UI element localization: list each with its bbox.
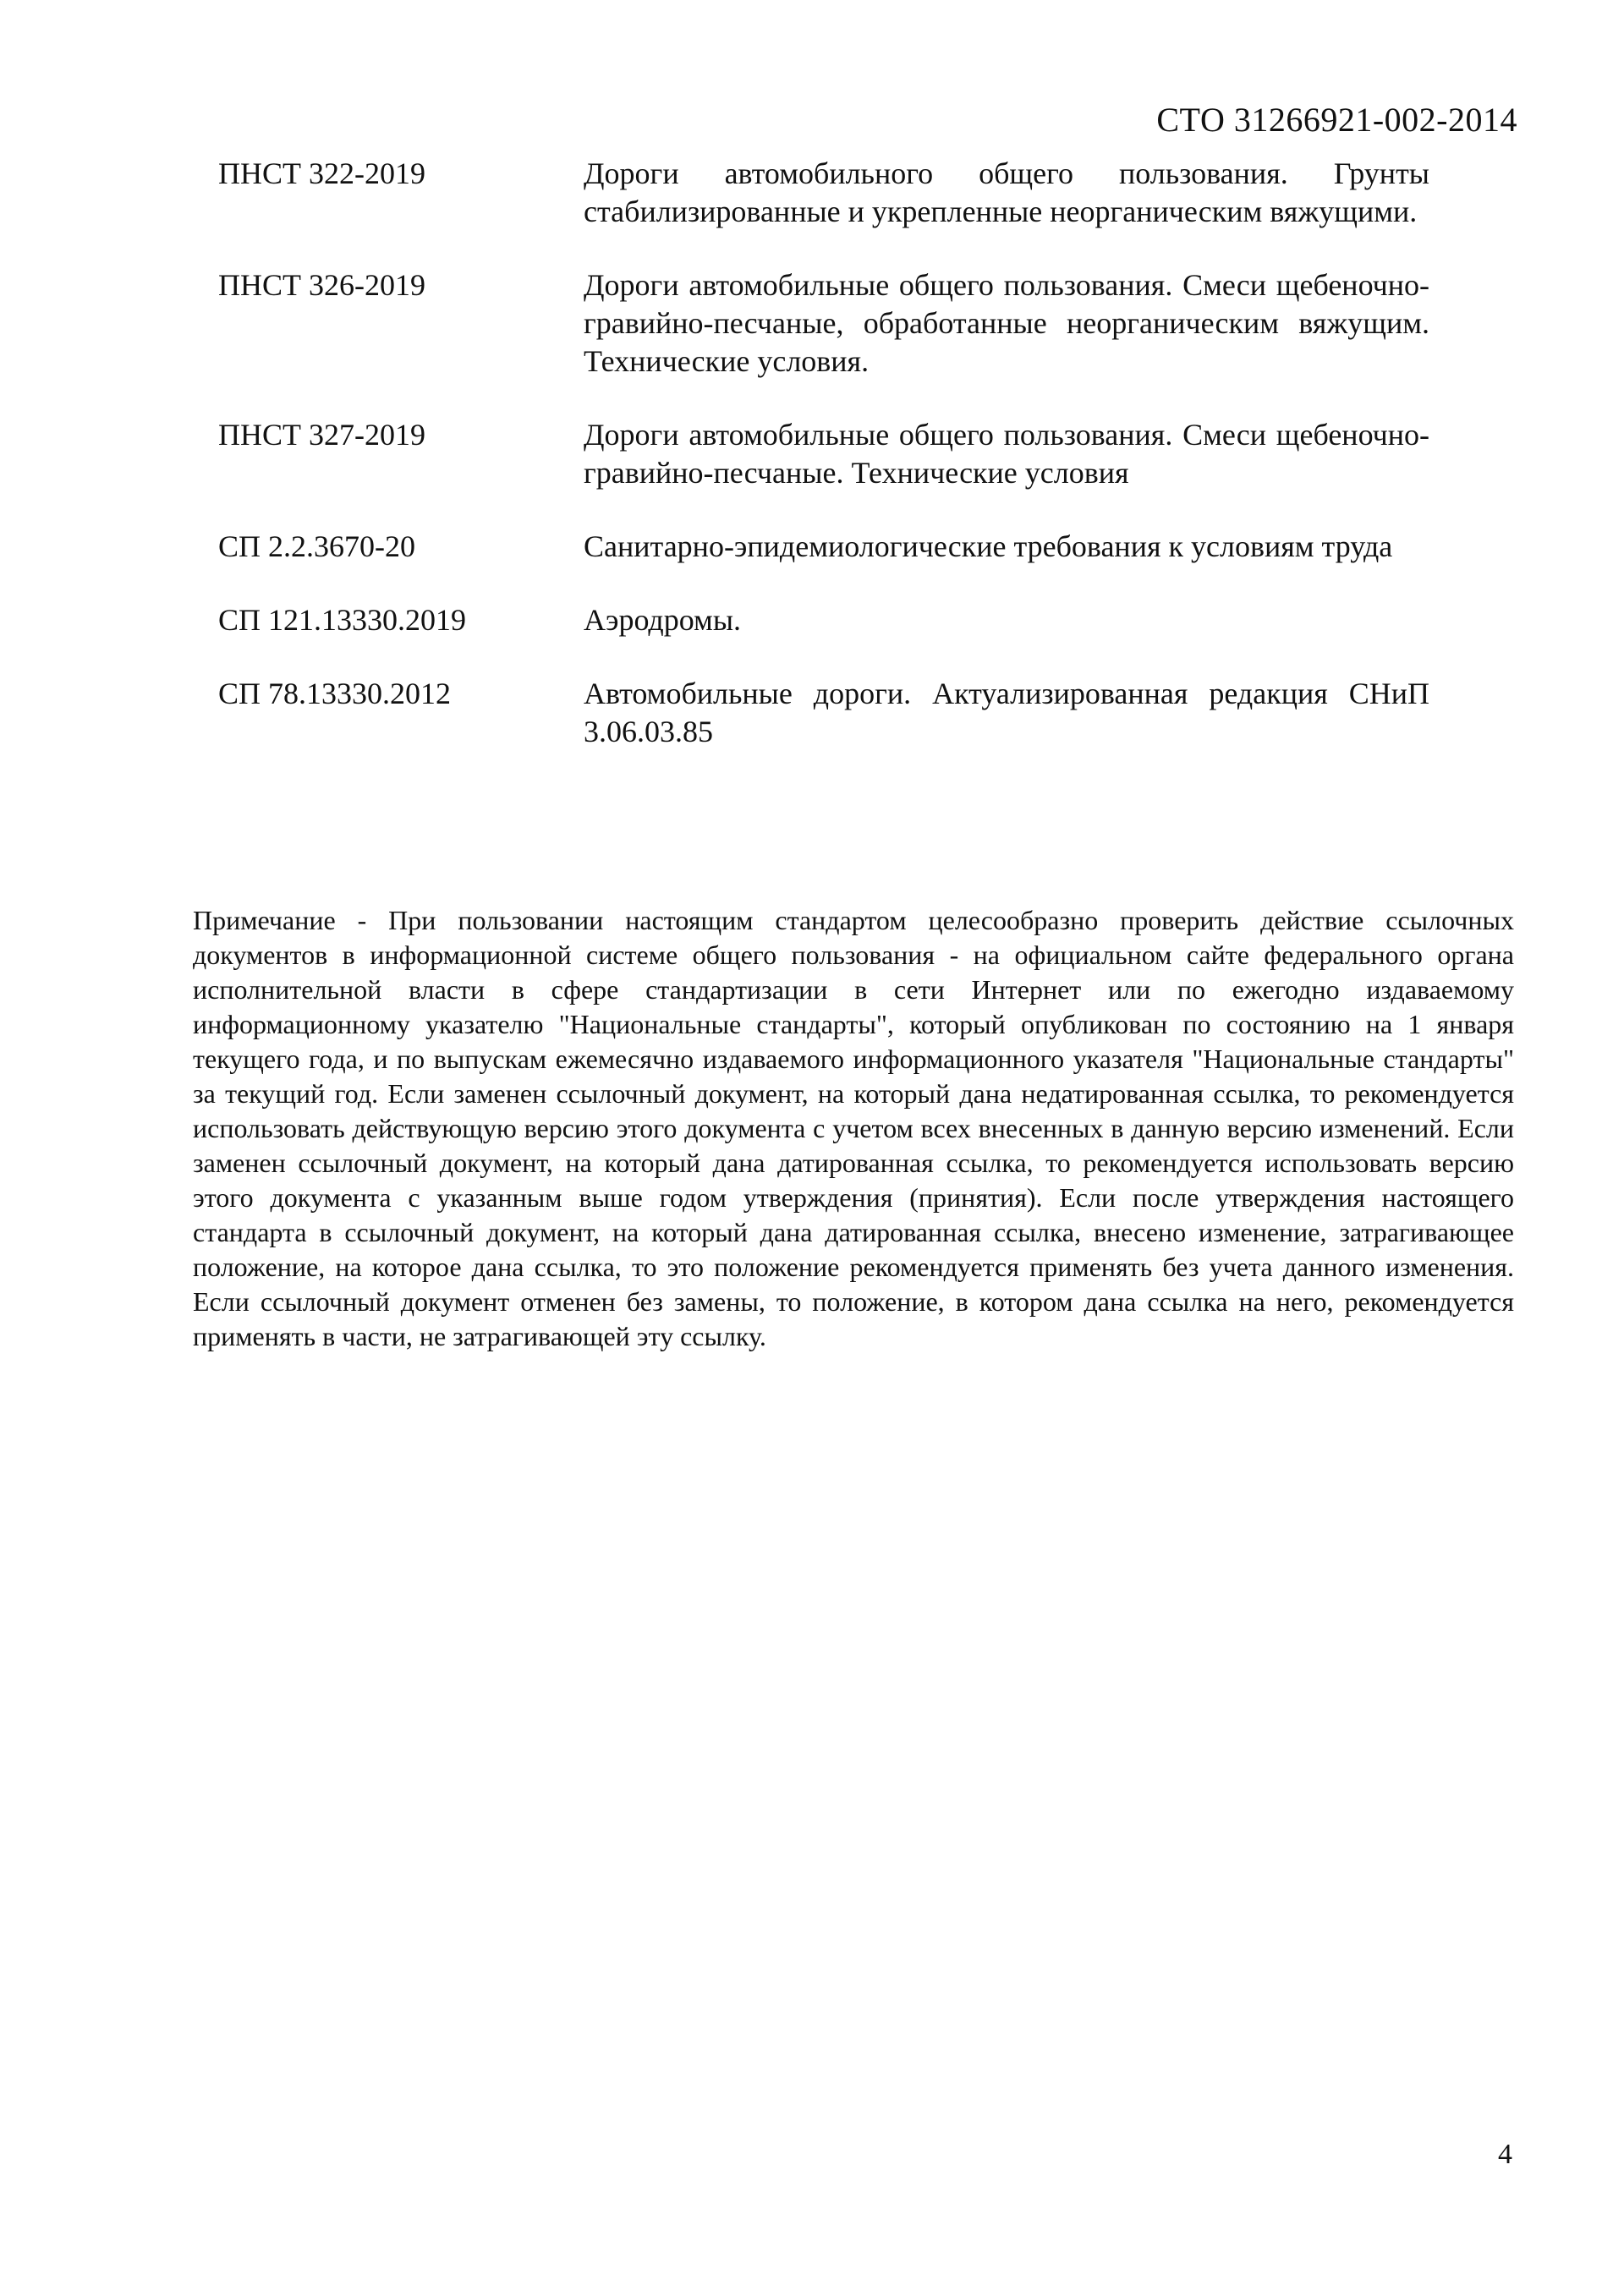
reference-code: ПНСТ 326-2019 <box>218 268 425 302</box>
page-number: 4 <box>1498 2139 1512 2170</box>
reference-row <box>218 601 1429 639</box>
reference-title: Автомобильные дороги. Актуализированная редакция СНиП 3.06.03.85 <box>584 677 1429 748</box>
reference-code: СП 78.13330.2012 <box>218 677 452 710</box>
reference-code: СП 2.2.3670-20 <box>218 529 415 563</box>
reference-title: Дороги автомобильные общего пользования. Смеси щебеночно-гравийно-песчаные. Технические условия <box>584 418 1429 490</box>
document-code-header: СТО 31266921-002-2014 <box>1156 101 1517 139</box>
note-paragraph: Примечание - При пользовании настоящим стандартом целесообразно проверить действие ссылочных документов в информационной системе общего пользования - на официальном сайте федерального органа исполнительной власти в сфере стандартизации в сети Интернет или по ежегодно издаваемому информационному указателю "Национальные стандарты", который опубликован по состоянию на 1 января текущего года, и по выпускам ежемесячно издаваемого информационного указателя "Национальные стандарты" за текущий год. Если заменен ссылочный документ, на который дана недатированная ссылка, то рекомендуется использовать действующую версию этого документа с учетом всех внесенных в данную версию изменений. Если заменен ссылочный документ, на который дана датированная ссылка, то рекомендуется использовать версию этого документа с указанным выше годом утверждения (принятия). Если после утверждения настоящего стандарта в ссылочный документ, на который дана датированная ссылка, внесено изменение, затрагивающее положение, на которое дана ссылка, то это положение рекомендуется применять без учета данного изменения. Если ссылочный документ отменен без замены, то положение, в котором дана ссылка на него, рекомендуется применять в части, не затрагивающей эту ссылку. <box>193 905 1514 1351</box>
reference-title: Дороги автомобильного общего пользования. Грунты стабилизированные и укрепленные неорганическим вяжущими. <box>584 156 1429 228</box>
reference-title: Дороги автомобильные общего пользования. Смеси щебеночно-гравийно-песчаные, обработанные неорганическим вяжущим. Технические условия. <box>584 268 1429 378</box>
reference-code: ПНСТ 327-2019 <box>218 418 425 452</box>
reference-title: Аэродромы. <box>584 603 742 637</box>
normative-references-list <box>218 155 1429 786</box>
reference-title: Санитарно-эпидемиологические требования к условиям труда <box>584 529 1393 563</box>
reference-row <box>218 155 1429 231</box>
reference-row <box>218 528 1429 566</box>
reference-code: СП 121.13330.2019 <box>218 603 467 637</box>
reference-code: ПНСТ 322-2019 <box>218 156 425 190</box>
reference-row <box>218 416 1429 492</box>
reference-row <box>218 675 1429 751</box>
reference-row <box>218 266 1429 381</box>
